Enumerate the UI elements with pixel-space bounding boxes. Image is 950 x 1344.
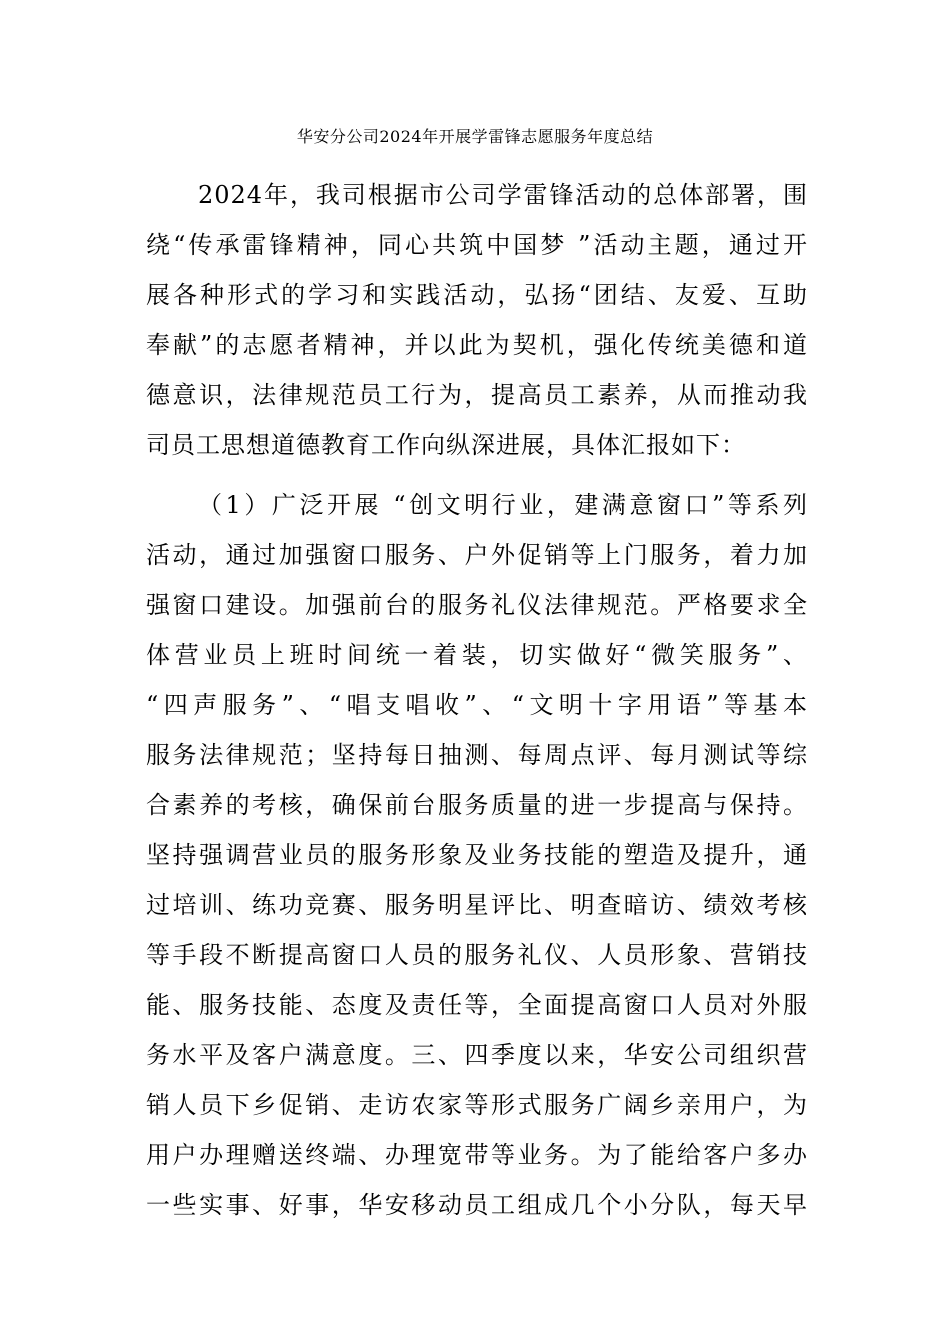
text-line: 能、服务技能、态度及责任等，全面提高窗口人员对外服 bbox=[146, 991, 808, 1019]
text-line: 等手段不断提高窗口人员的服务礼仪、人员形象、营销技 bbox=[146, 941, 808, 969]
paragraph-spacer bbox=[146, 470, 808, 480]
text-line: 务水平及客户满意度。三、四季度以来，华安公司组织营 bbox=[146, 1041, 808, 1069]
text-line: 服务法律规范；坚持每日抽测、每周点评、每月测试等综 bbox=[146, 741, 808, 769]
text-line: 展各种形式的学习和实践活动，弘扬“团结、友爱、互助 bbox=[146, 281, 808, 309]
text-line: 强窗口建设。加强前台的服务礼仪法律规范。严格要求全 bbox=[146, 591, 808, 619]
document-body bbox=[146, 170, 808, 1230]
text-line: 绕“传承雷锋精神，同心共筑中国梦 ”活动主题，通过开 bbox=[146, 231, 808, 259]
text-line: 德意识，法律规范员工行为，提高员工素养，从而推动我 bbox=[146, 381, 808, 409]
text-line: 奉献”的志愿者精神，并以此为契机，强化传统美德和道 bbox=[146, 331, 808, 359]
text-line: 2024年，我司根据市公司学雷锋活动的总体部署，围 bbox=[198, 181, 808, 209]
paragraph-section-1 bbox=[146, 480, 808, 1230]
text-line: 销人员下乡促销、走访农家等形式服务广阔乡亲用户，为 bbox=[146, 1091, 808, 1119]
text-line: 合素养的考核，确保前台服务质量的进一步提高与保持。 bbox=[146, 791, 808, 819]
document-title: 华安分公司2024年开展学雷锋志愿服务年度总结 bbox=[296, 127, 654, 146]
paragraph-intro bbox=[146, 170, 808, 470]
text-line: “四声服务”、“唱支唱收”、“文明十字用语”等基本 bbox=[146, 691, 808, 719]
text-line: 坚持强调营业员的服务形象及业务技能的塑造及提升，通 bbox=[146, 841, 808, 869]
text-line: 过培训、练功竞赛、服务明星评比、明查暗访、绩效考核 bbox=[146, 891, 808, 919]
text-line: （1）广泛开展 “创文明行业，建满意窗口”等系列 bbox=[198, 491, 808, 519]
text-line: 一些实事、好事，华安移动员工组成几个小分队，每天早 bbox=[146, 1191, 808, 1219]
text-line: 活动，通过加强窗口服务、户外促销等上门服务，着力加 bbox=[146, 541, 808, 569]
text-line: 用户办理赠送终端、办理宽带等业务。为了能给客户多办 bbox=[146, 1141, 808, 1169]
text-line: 体营业员上班时间统一着装，切实做好“微笑服务”、 bbox=[146, 641, 808, 669]
text-line: 司员工思想道德教育工作向纵深进展，具体汇报如下： bbox=[146, 431, 746, 459]
